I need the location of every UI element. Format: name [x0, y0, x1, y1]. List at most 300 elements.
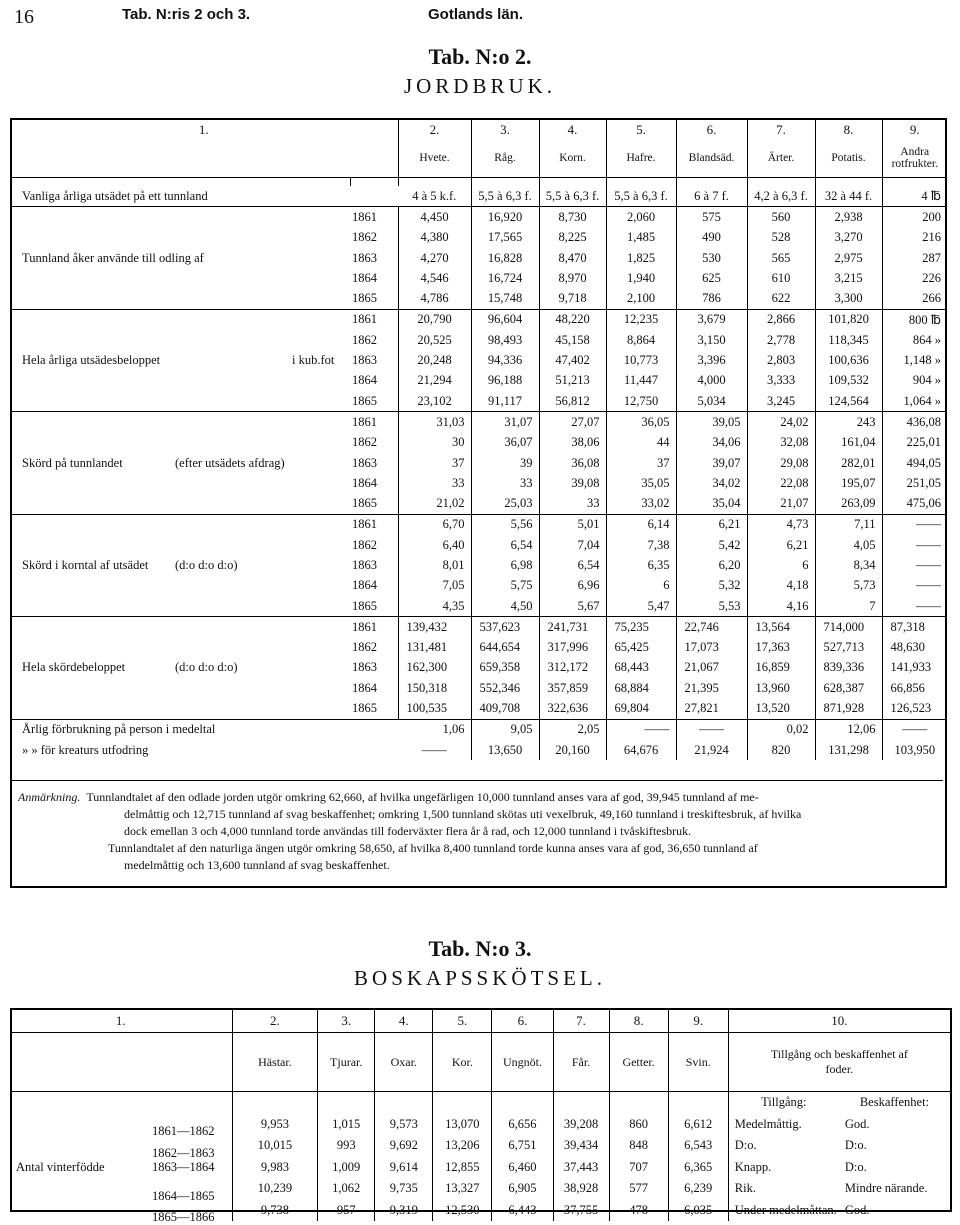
table-cell: 22,746	[676, 617, 747, 638]
beskaffenhet-cell: D:o.	[844, 1159, 867, 1174]
table-cell: 1,148 »	[903, 353, 941, 368]
beskaffenhet-cell: Mindre närande.	[844, 1181, 928, 1196]
table-cell: 118,345	[815, 330, 882, 350]
table-cell: 37,755	[553, 1200, 609, 1222]
group-label-spacer	[10, 330, 350, 350]
table-cell: ——	[916, 578, 941, 593]
table-cell: 25,03	[471, 493, 539, 514]
period-label: 1865—1866	[152, 1210, 215, 1225]
table-cell: 4,2 à 6,3 f.	[747, 186, 815, 207]
table-cell: 5,5 à 6,3 f.	[606, 186, 676, 207]
col-number: 2.	[232, 1010, 318, 1033]
table-cell: 7,05	[398, 576, 471, 596]
table-cell: 10,773	[606, 350, 676, 370]
table-cell: 1,940	[606, 268, 676, 288]
table-cell: 15,748	[471, 288, 539, 309]
table-cell: 2,866	[747, 309, 815, 330]
year-cell: 1863	[350, 658, 398, 678]
table-cell: 20,525	[398, 330, 471, 350]
table-row	[10, 514, 947, 535]
table-cell: 36,07	[471, 433, 539, 453]
table-cell: 848	[609, 1135, 668, 1157]
table-cell: 36,08	[539, 453, 606, 473]
col-number: 4.	[375, 1010, 433, 1033]
table-cell: 839,336	[815, 658, 882, 678]
col-label: Svin.	[668, 1033, 728, 1092]
table-cell: 34,06	[676, 433, 747, 453]
table-cell: 9,953	[232, 1114, 318, 1136]
note-line: Tunnlandtalet af den odlade jorden utgör omkring 62,660, af hvilka ungefärligen 10,000 tunnland anses vara af god, 39,945 tunnland af me-	[86, 790, 759, 804]
table-cell: 33	[471, 473, 539, 493]
table-cell: 575	[676, 207, 747, 228]
table-cell: 8,470	[539, 248, 606, 268]
table-cell: 864 »	[912, 332, 941, 347]
tillgang-subheader: Tillgång:	[761, 1095, 807, 1110]
table-cell: 436,08	[882, 412, 947, 433]
table-cell: ——	[916, 598, 941, 613]
table-cell: 16,859	[747, 658, 815, 678]
table-cell: 3,150	[676, 330, 747, 350]
table-cell: 10,015	[232, 1135, 318, 1157]
table-cell: 10,239	[232, 1178, 318, 1200]
table-cell: 27,821	[676, 698, 747, 719]
col-label: Hvete.	[398, 139, 471, 178]
table-cell: 243	[815, 412, 882, 433]
table-cell: 126,523	[890, 701, 932, 716]
table-cell: 24,02	[747, 412, 815, 433]
table-cell: 5,01	[539, 514, 606, 535]
table-cell: 6,656	[492, 1114, 553, 1136]
table-cell: 1,485	[606, 228, 676, 248]
table-cell: 33	[398, 473, 471, 493]
table-cell: 357,859	[539, 678, 606, 698]
table-cell: 35,05	[606, 473, 676, 493]
table-cell: 91,117	[471, 391, 539, 412]
table-cell: 4 à 5 k.f.	[398, 186, 471, 207]
table-row	[10, 350, 947, 370]
col-label: Tillgång och beskaffenhet af foder.	[728, 1033, 950, 1092]
table-cell: 30	[398, 433, 471, 453]
table2-body	[10, 178, 947, 761]
table-cell: 5,42	[676, 535, 747, 555]
group-label-spacer	[10, 391, 350, 412]
table-cell: 2,100	[606, 288, 676, 309]
table-cell: 225,01	[906, 435, 941, 450]
table2-heading	[0, 44, 960, 99]
consumption-livestock-row	[10, 740, 947, 760]
table-cell: 6,40	[398, 535, 471, 555]
table-cell: 628,387	[815, 678, 882, 698]
table-cell: 6,612	[668, 1114, 728, 1136]
group-label-text: Hela årliga utsädesbeloppet	[22, 353, 161, 368]
beskaffenhet-cell: God.	[844, 1116, 870, 1131]
table-row	[10, 412, 947, 433]
col-number: 9.	[668, 1010, 728, 1033]
table-cell: 20,248	[398, 350, 471, 370]
group-label-spacer	[10, 268, 350, 288]
table-cell: 5,56	[471, 514, 539, 535]
table-cell: 12,855	[433, 1157, 492, 1179]
table-cell: 263,09	[815, 493, 882, 514]
col-number: 3.	[318, 1010, 375, 1033]
table-cell: 35,04	[676, 493, 747, 514]
col-label: Tjurar.	[318, 1033, 375, 1092]
group-label-suffix: (d:o d:o d:o)	[175, 660, 238, 675]
group-label-spacer	[10, 412, 350, 433]
table-cell: 96,604	[471, 309, 539, 330]
col-label: Hafre.	[606, 139, 676, 178]
year-cell: 1864	[350, 473, 398, 493]
table-cell: 66,856	[890, 680, 925, 695]
sown-row-label: Vanliga årliga utsädet på ett tunnland	[22, 188, 208, 203]
tillgang-cell: Rik.	[734, 1181, 756, 1196]
table-cell: 9,05	[471, 719, 539, 740]
table-cell: 2,778	[747, 330, 815, 350]
table-cell: 124,564	[815, 391, 882, 412]
table-cell: 13,327	[433, 1178, 492, 1200]
col-label: Korn.	[539, 139, 606, 178]
table-cell: 21,924	[676, 740, 747, 760]
table-cell: 5,034	[676, 391, 747, 412]
table-cell: 22,08	[747, 473, 815, 493]
table-cell: 51,213	[539, 371, 606, 391]
table3	[10, 1010, 950, 1225]
table-cell: 4,35	[398, 596, 471, 617]
year-cell: 1863	[350, 248, 398, 268]
table-cell: 6	[747, 555, 815, 575]
table-cell: 6,54	[471, 535, 539, 555]
beskaffenhet-cell: God.	[844, 1202, 870, 1217]
table-cell: 4,18	[747, 576, 815, 596]
table-cell: 5,5 à 6,3 f.	[539, 186, 606, 207]
table-cell: 141,933	[890, 660, 932, 675]
table-cell: 6,96	[539, 576, 606, 596]
year-cell: 1864	[350, 678, 398, 698]
table-cell: 161,04	[815, 433, 882, 453]
table-cell: 266	[922, 291, 941, 306]
table-cell: 1,015	[318, 1114, 375, 1136]
table-cell: 5,32	[676, 576, 747, 596]
year-cell: 1863	[350, 453, 398, 473]
table-cell: 34,02	[676, 473, 747, 493]
year-cell: 1861	[350, 309, 398, 330]
year-cell: 1865	[350, 493, 398, 514]
group-label	[10, 350, 350, 370]
consumption-person-label: Årlig förbrukning på person i medeltal	[10, 719, 398, 740]
table-row	[10, 1157, 950, 1179]
table-row	[10, 678, 947, 698]
group-label-spacer	[10, 207, 350, 228]
table3-body	[10, 1092, 950, 1225]
table-cell: ——	[882, 514, 947, 535]
table-cell: 23,102	[398, 391, 471, 412]
table-cell: 3,215	[815, 268, 882, 288]
period-label: 1864—1865	[152, 1188, 215, 1203]
table-cell: 2,938	[815, 207, 882, 228]
table-cell: 625	[676, 268, 747, 288]
table-cell: 87,318	[882, 617, 947, 638]
beskaffenhet-cell: D:o.	[844, 1138, 867, 1153]
table-row	[10, 371, 947, 391]
table-cell: 48,630	[890, 640, 925, 655]
table-cell: 537,623	[471, 617, 539, 638]
table-cell: 21,07	[747, 493, 815, 514]
table-row	[10, 288, 947, 309]
table-row	[10, 617, 947, 638]
row-label-cell	[10, 1200, 232, 1225]
county-name: Gotlands län.	[428, 6, 524, 23]
table-cell: 39,434	[553, 1135, 609, 1157]
table-cell: 9,738	[232, 1200, 318, 1222]
table-cell: 6,751	[492, 1135, 553, 1157]
table-cell: 4 ℔	[921, 189, 941, 204]
col-number: 5.	[606, 120, 676, 139]
table-cell: 6,98	[471, 555, 539, 575]
table-cell: 17,363	[747, 638, 815, 658]
col-number: 6.	[492, 1010, 553, 1033]
table-cell: 3,300	[815, 288, 882, 309]
table2-title: JORDBRUK.	[403, 74, 557, 98]
table-row	[10, 1178, 950, 1200]
row-label: Antal vinterfödde	[16, 1159, 105, 1174]
table3-column-labels	[10, 1033, 950, 1092]
table-cell: 494,05	[906, 455, 941, 470]
table-row	[10, 535, 947, 555]
col-number: 8.	[609, 1010, 668, 1033]
table-cell: 150,318	[398, 678, 471, 698]
col-label: Blandsäd.	[676, 139, 747, 178]
table-cell: ——	[916, 537, 941, 552]
table-cell: 7	[815, 596, 882, 617]
col-number: 7.	[553, 1010, 609, 1033]
col-number: 2.	[398, 120, 471, 139]
table-cell: 101,820	[815, 309, 882, 330]
year-cell: 1862	[350, 638, 398, 658]
table-cell: 17,565	[471, 228, 539, 248]
table-cell: 13,070	[433, 1114, 492, 1136]
year-cell: 1861	[350, 514, 398, 535]
table-cell: 8,730	[539, 207, 606, 228]
group-label-text: Skörd på tunnlandet	[22, 455, 123, 470]
year-cell: 1862	[350, 330, 398, 350]
table-row	[10, 473, 947, 493]
group-label-spacer	[10, 596, 350, 617]
table-cell: 100,535	[398, 698, 471, 719]
table-row	[10, 1200, 950, 1222]
table-cell: 13,650	[471, 740, 539, 760]
table-cell: 94,336	[471, 350, 539, 370]
table-cell: 226	[922, 270, 941, 285]
col-number: 9.	[909, 121, 920, 137]
group-label-spacer	[10, 617, 350, 638]
table-row	[10, 433, 947, 453]
table-row	[10, 493, 947, 514]
table-cell: 1,062	[318, 1178, 375, 1200]
table-cell: 21,294	[398, 371, 471, 391]
table-cell: 13,960	[747, 678, 815, 698]
table-cell: 3,245	[747, 391, 815, 412]
table-cell: 21,067	[676, 658, 747, 678]
table-cell: 48,220	[539, 309, 606, 330]
beskaffenhet-subheader: Beskaffenhet:	[859, 1095, 930, 1110]
table-cell: 56,812	[539, 391, 606, 412]
col-label-empty	[10, 1033, 232, 1092]
table-cell: 17,073	[676, 638, 747, 658]
consumption-livestock-label: » » för kreaturs utfodring	[22, 742, 149, 757]
col-label: Råg.	[471, 139, 539, 178]
table-cell: 2,975	[815, 248, 882, 268]
note-line: delmåttig och 12,715 tunnland af svag beskaffenhet; omkring 1,500 tunnland skötas uti vexelbruk, 49,160 tunnland i treskiftesbruk, af hvilka	[124, 807, 802, 821]
table-cell: 33,02	[606, 493, 676, 514]
year-cell: 1863	[350, 350, 398, 370]
table-cell: 904 »	[912, 373, 941, 388]
tillgang-cell: Medelmåttig.	[734, 1116, 802, 1131]
table-cell: 5,47	[606, 596, 676, 617]
table-row	[10, 698, 947, 719]
table-cell: 560	[747, 207, 815, 228]
year-cell: 1861	[350, 207, 398, 228]
year-cell: 1862	[350, 535, 398, 555]
col-label: Andra rotfrukter.	[882, 139, 947, 178]
table-cell: 9,718	[539, 288, 606, 309]
table-cell: 13,206	[433, 1135, 492, 1157]
group-label-spacer	[10, 433, 350, 453]
note-title: Anmärkning.	[18, 790, 81, 804]
table-cell: 98,493	[471, 330, 539, 350]
table-cell: 20,160	[539, 740, 606, 760]
table-cell: 7,38	[606, 535, 676, 555]
group-label-spacer	[10, 678, 350, 698]
table2-column-labels	[10, 139, 947, 178]
table-cell: 39,208	[553, 1114, 609, 1136]
group-label	[10, 555, 350, 575]
year-cell: 1862	[350, 433, 398, 453]
table-row	[10, 268, 947, 288]
table-cell: 6,905	[492, 1178, 553, 1200]
note-line: dock emellan 3 och 4,000 tunnland torde användas till foderväxter flera år å rad, och 12,000 tunnland i tvåskiftesbruk.	[124, 824, 692, 838]
year-cell: 1865	[350, 391, 398, 412]
tillgang-cell: Knapp.	[734, 1159, 772, 1174]
group-label-spacer	[10, 371, 350, 391]
table-cell: 786	[676, 288, 747, 309]
fodder-subheader-row	[10, 1092, 950, 1114]
table-cell: 312,172	[539, 658, 606, 678]
table-cell: 8,864	[606, 330, 676, 350]
group-label-spacer	[10, 638, 350, 658]
table-cell: 12,750	[606, 391, 676, 412]
period-label: 1862—1863	[152, 1145, 215, 1160]
year-cell: 1861	[350, 412, 398, 433]
tillgang-cell: D:o.	[734, 1138, 757, 1153]
group-label-spacer	[10, 288, 350, 309]
table-cell: 610	[747, 268, 815, 288]
col-label: Kor.	[433, 1033, 492, 1092]
table-row	[10, 248, 947, 268]
col-label: Hästar.	[232, 1033, 318, 1092]
table-cell: 96,188	[471, 371, 539, 391]
group-label-suffix: i kub.fot	[292, 353, 335, 368]
col-label: Potatis.	[815, 139, 882, 178]
table-cell: 44	[606, 433, 676, 453]
table-cell: 9,614	[375, 1157, 433, 1179]
table-cell: 6,21	[747, 535, 815, 555]
table-cell: 5,5 à 6,3 f.	[471, 186, 539, 207]
table-cell: 131,298	[815, 740, 882, 760]
table-row	[10, 391, 947, 412]
table-cell: 9,573	[375, 1114, 433, 1136]
table-cell: 33	[539, 493, 606, 514]
table-cell: 12,06	[815, 719, 882, 740]
table-cell: 820	[747, 740, 815, 760]
table-cell: 31,03	[398, 412, 471, 433]
table-cell: 1,009	[318, 1157, 375, 1179]
table-cell: 11,447	[606, 371, 676, 391]
table-cell: 37	[606, 453, 676, 473]
table-cell: 1,064 »	[903, 393, 941, 408]
group-label-text: Hela skördebeloppet	[22, 660, 126, 675]
table-cell: 6,443	[492, 1200, 553, 1222]
table-cell: 5,67	[539, 596, 606, 617]
table3-number: Tab. N:o 3.	[428, 936, 532, 961]
table-cell: 528	[747, 228, 815, 248]
table-cell: 6,35	[606, 555, 676, 575]
table-cell: 103,950	[894, 742, 936, 757]
table3-column-numbers	[10, 1010, 950, 1033]
row-label-cell	[10, 1135, 232, 1160]
table-cell: 4,73	[747, 514, 815, 535]
table-cell: 6,20	[676, 555, 747, 575]
note-line: medelmåttig och 13,600 tunnland af svag beskaffenhet.	[124, 858, 390, 872]
table-cell: 39	[471, 453, 539, 473]
table-cell: 16,724	[471, 268, 539, 288]
table-cell: 39,07	[676, 453, 747, 473]
table-cell: 251,05	[906, 475, 941, 490]
table-cell: 409,708	[471, 698, 539, 719]
table-cell: 1,825	[606, 248, 676, 268]
table-cell: 47,402	[539, 350, 606, 370]
table2-number: Tab. N:o 2.	[428, 44, 532, 69]
tables-reference: Tab. N:ris 2 och 3.	[122, 6, 251, 23]
table-cell: 3,679	[676, 309, 747, 330]
table-cell: 37,443	[553, 1157, 609, 1179]
table-cell: 6,365	[668, 1157, 728, 1179]
table-cell: 659,358	[471, 658, 539, 678]
table-cell: 9,319	[375, 1200, 433, 1222]
consumption-person-row	[10, 719, 947, 740]
table-cell: 2,05	[539, 719, 606, 740]
table2	[10, 120, 947, 760]
row-label-cell	[10, 1178, 232, 1203]
table-cell: 68,884	[606, 678, 676, 698]
table-cell: 38,928	[553, 1178, 609, 1200]
col-number: 7.	[747, 120, 815, 139]
tillgang-cell: Under medelmåttan.	[734, 1202, 837, 1217]
table-cell: 860	[609, 1114, 668, 1136]
table-cell: 552,346	[471, 678, 539, 698]
table-cell: 4,786	[398, 288, 471, 309]
table-cell: 714,000	[815, 617, 882, 638]
table-cell: 317,996	[539, 638, 606, 658]
note-line: Tunnlandtalet af den naturliga ängen utgör omkring 58,650, af hvilka 8,400 tunnland torde kunna anses vara af god, 36,650 tunnland af	[108, 841, 758, 855]
table-cell: 31,07	[471, 412, 539, 433]
col-label-empty	[10, 139, 398, 178]
table-row	[10, 555, 947, 575]
table-cell: 6,035	[668, 1200, 728, 1222]
table-cell: 8,34	[815, 555, 882, 575]
table-cell: 957	[318, 1200, 375, 1222]
table-cell: 6,460	[492, 1157, 553, 1179]
table-cell: 6,54	[539, 555, 606, 575]
